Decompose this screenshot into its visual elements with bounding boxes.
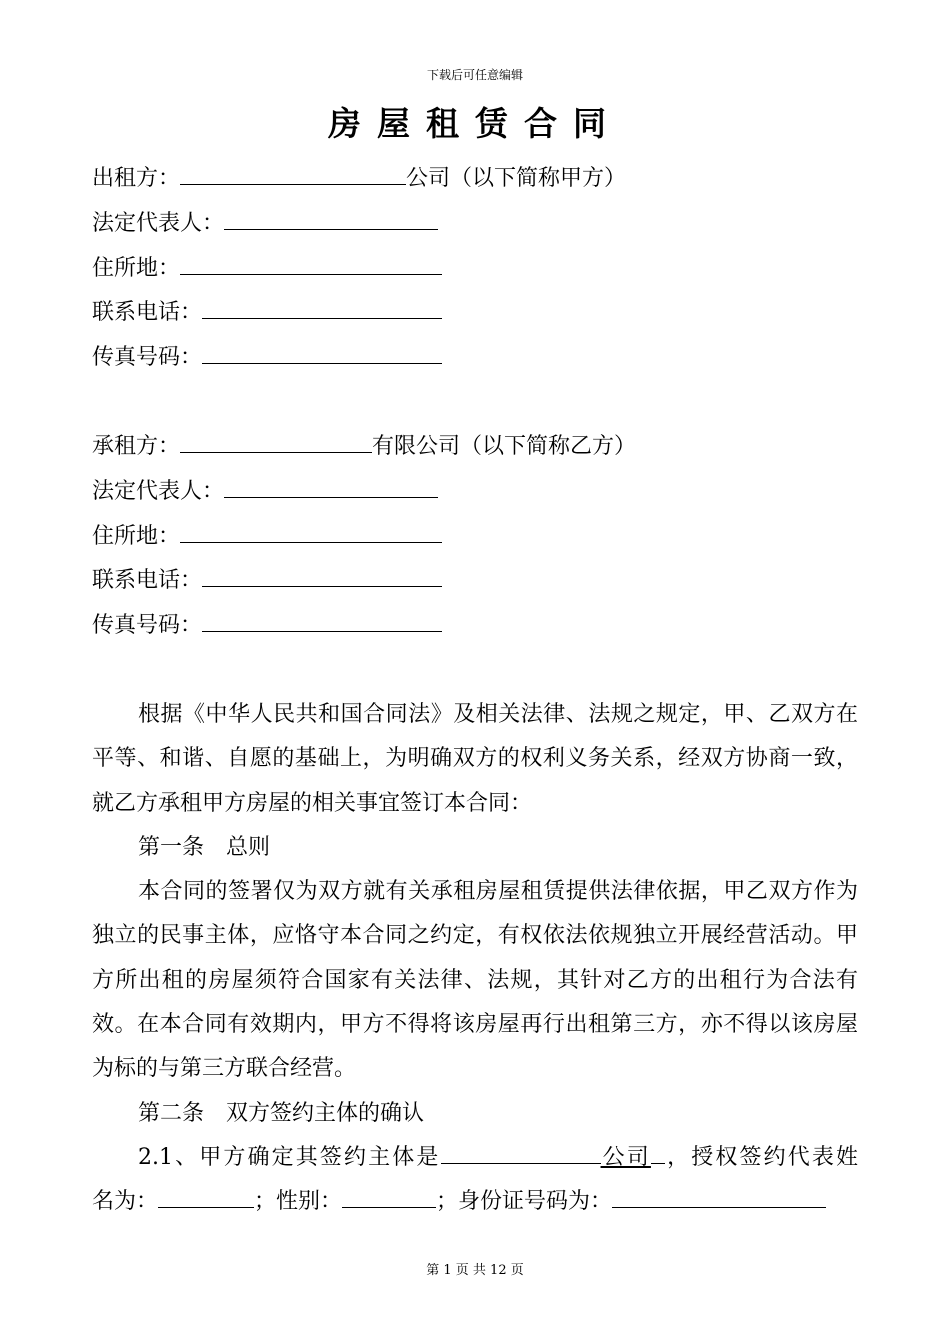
article-1-title: 第一条 总则 <box>138 834 271 860</box>
party-a-name-line <box>92 158 626 194</box>
signatory-id-blank[interactable] <box>612 1181 826 1208</box>
party-b-phone-line <box>92 560 442 596</box>
party-b-label: 承租方： <box>92 434 181 459</box>
party-a-phone-blank[interactable] <box>202 292 442 319</box>
article-1-text: 本合同的签署仅为双方就有关承租房屋租赁提供法律依据，甲乙双方作为独立的民事主体，应恪守本合同之约定，有权依法依规独立开展经营活动。甲方所出租的房屋须符合国家有关法律、法规，其针对乙方的出租行为合法有效。在本合同有效期内，甲方不得将该房屋再行出租第三方，亦不得以该房屋为标的与第三方联合经营。 <box>92 879 858 1082</box>
clause-2-1-prefix: 2.1、甲方确定其签约主体是 <box>138 1144 441 1170</box>
clause-2-1-company-blank[interactable] <box>441 1137 601 1164</box>
article-2-title: 第二条 双方签约主体的确认 <box>138 1100 425 1126</box>
document-title: 房屋租赁合同 <box>328 104 622 143</box>
party-b-name-blank[interactable] <box>180 426 372 453</box>
party-a-phone-label: 联系电话： <box>92 300 203 325</box>
page-footer: 第 1 页 共 12 页 <box>426 1263 524 1278</box>
clause-2-1-name-label: 名为： <box>92 1189 159 1215</box>
party-b-address-label: 住所地： <box>92 524 181 549</box>
party-a-suffix: 公司（以下简称甲方） <box>406 166 627 191</box>
clause-2-1-company: 公司 <box>600 1144 651 1170</box>
party-a-label: 出租方： <box>92 166 181 191</box>
party-a-address-label: 住所地： <box>92 256 181 281</box>
party-b-rep-line <box>92 471 438 507</box>
party-a-rep-label: 法定代表人： <box>92 211 225 236</box>
header-note: 下载后可任意编辑 <box>426 68 523 82</box>
party-a-address-line <box>92 248 442 284</box>
clause-2-1-line-1 <box>92 1136 858 1180</box>
party-a-name-blank[interactable] <box>180 158 406 185</box>
clause-2-1-id-label: ；身份证号码为： <box>436 1189 613 1215</box>
party-b-address-line <box>92 516 442 552</box>
clause-2-1-line-2 <box>92 1180 858 1224</box>
party-b-name-line <box>92 426 636 462</box>
party-a-rep-blank[interactable] <box>224 203 438 230</box>
clause-2-1-gender-label: ；性别： <box>254 1189 343 1215</box>
party-b-phone-label: 联系电话： <box>92 568 203 593</box>
party-b-fax-line <box>92 605 442 641</box>
party-b-suffix: 有限公司（以下简称乙方） <box>372 434 637 459</box>
contract-body <box>92 693 858 1225</box>
intro-paragraph: 根据《中华人民共和国合同法》及相关法律、法规之规定，甲、乙双方在平等、和谐、自愿的基础上，为明确双方的权利义务关系，经双方协商一致，就乙方承租甲方房屋的相关事宜签订本合同： <box>92 702 858 816</box>
party-a-fax-blank[interactable] <box>202 337 442 364</box>
signatory-gender-blank[interactable] <box>342 1181 436 1208</box>
party-b-phone-blank[interactable] <box>202 560 442 587</box>
party-b-rep-label: 法定代表人： <box>92 479 225 504</box>
party-a-address-blank[interactable] <box>180 248 442 275</box>
clause-2-1-suffix: ，授权签约代表姓 <box>664 1144 858 1170</box>
party-b-address-blank[interactable] <box>180 516 442 543</box>
party-a-rep-line <box>92 203 438 239</box>
party-a-fax-line <box>92 337 442 373</box>
party-b-fax-blank[interactable] <box>202 605 442 632</box>
signatory-name-blank[interactable] <box>158 1181 254 1208</box>
clause-2-1-company-tail <box>651 1137 665 1164</box>
party-a-fax-label: 传真号码： <box>92 345 203 370</box>
party-b-fax-label: 传真号码： <box>92 613 203 638</box>
party-b-rep-blank[interactable] <box>224 471 438 498</box>
party-a-phone-line <box>92 292 442 328</box>
